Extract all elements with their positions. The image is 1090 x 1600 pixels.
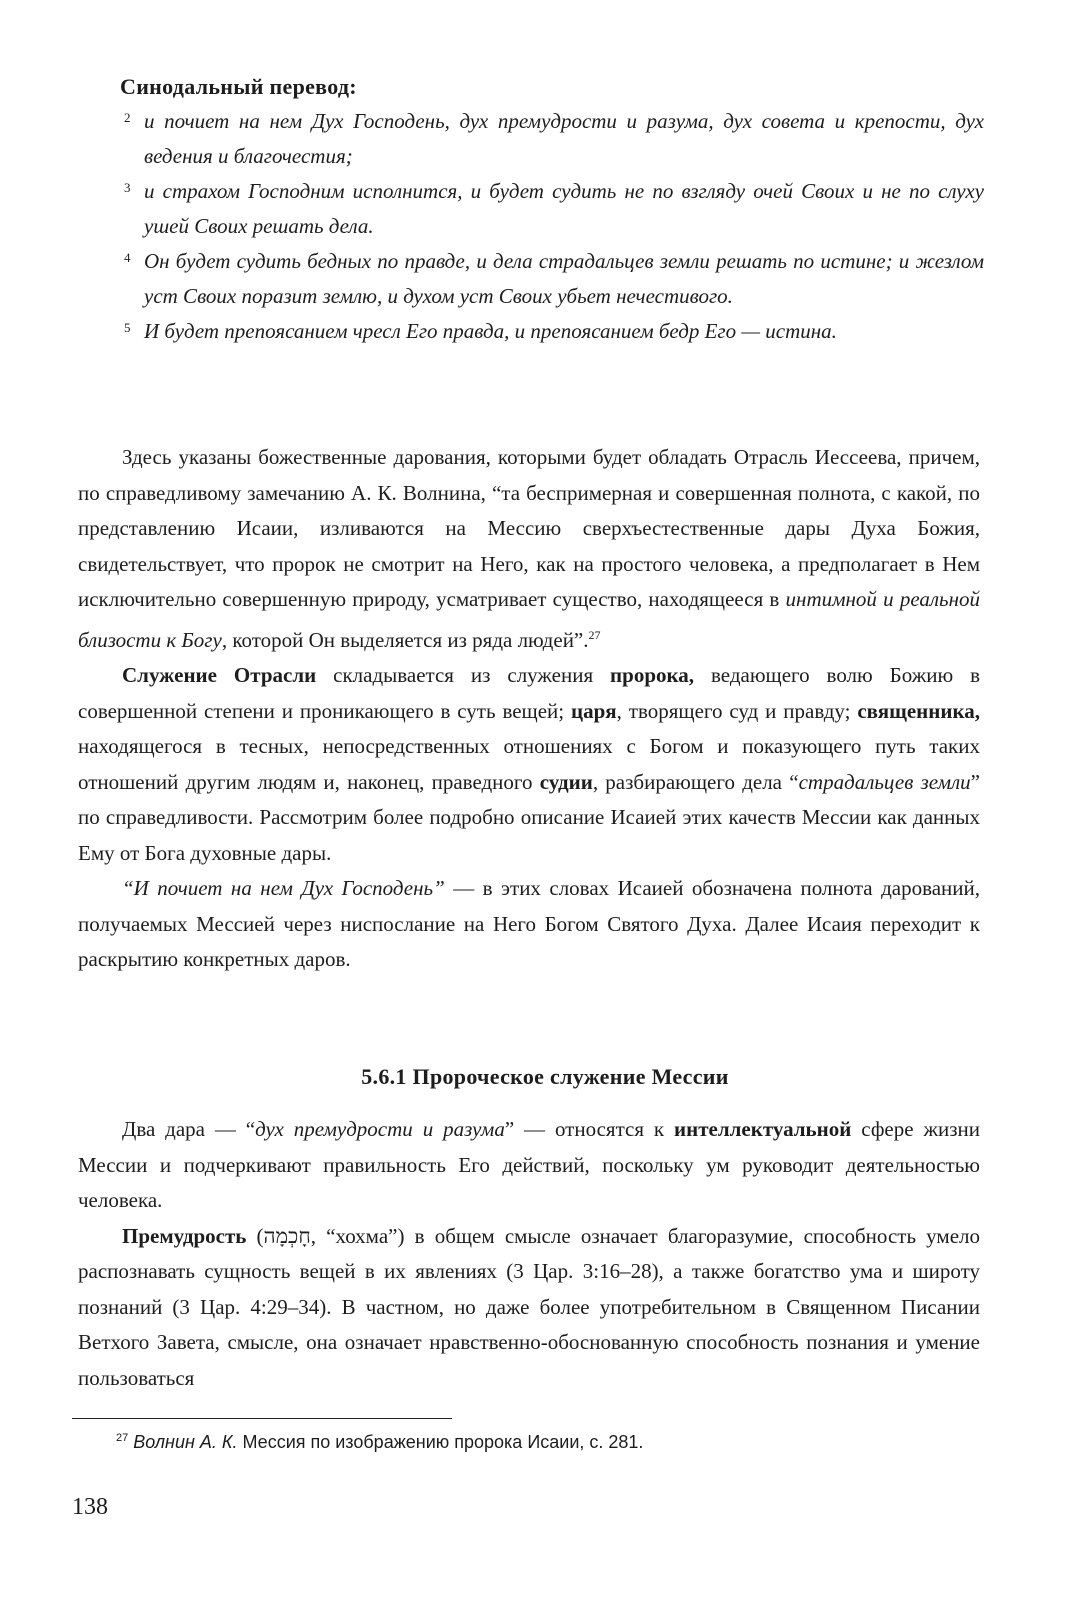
paragraph-two-gifts: Два дара — “дух премудрости и разума” — относятся к интеллектуальной сфере жизни Мессии и подчеркивают правильность Его действий, поскольку ум руководит деятельностью человека. [78,1117,980,1212]
bold-term: интеллектуальной [674,1117,852,1141]
verse-text: И будет препоясанием чресл Его правда, и препоясанием бедр Его — истина. [144,319,837,343]
section-title: 5.6.1 Пророческое служение Мессии [361,1064,729,1089]
main-text-lower [78,1112,980,1396]
footnote-text: Мессия по изображению пророка Исаии, с. 281. [237,1432,644,1452]
bold-term: Премудрость [122,1223,247,1248]
bold-term: священника, [857,698,980,723]
emphasis-text: интимной и реальной близости к Богу [78,587,980,652]
emphasis-text: “И почиет на нем Дух Господень” [122,876,445,900]
paragraph-wisdom: Премудрость (חָכְמָה, “хохма”) в общем смысле означает благоразумие, способность умело распознавать сущность вещей в их явлениях (3 Цар. 3:16–28), а также богатство ума и широту познаний (3 Цар. 4:29–34). В частном, но даже более употребительном в Священном Писании Ветхого Завета, смысле, она означает нравственно-обоснованную способность познания и умение пользоваться [78,1223,980,1390]
synodal-heading: Синодальный перевод: [120,74,357,99]
footnote-number: 27 [116,1432,129,1444]
verse-number: 4 [124,250,131,265]
footnote-divider [72,1418,452,1419]
footnote [116,1432,976,1453]
verse-number: 5 [124,320,131,335]
verse-text: и страхом Господним исполнится, и будет судить не по взгляду очей Своих и не по слуху ушей Своих решать дела. [144,179,984,238]
emphasis-text: дух премудрости и разума [255,1117,505,1141]
bold-term: Служение Отрасли [122,663,317,687]
paragraph-spirit: “И почиет на нем Дух Господень” — в этих словах Исаией обозначена полнота дарований, получаемых Мессией через ниспослание на Него Богом Святого Духа. Далее Исаия переходит к раскрытию конкретных даров. [78,876,980,971]
verse [122,104,984,174]
verse [122,244,984,314]
paragraph-gifts: Здесь указаны божественные дарования, которыми будет обладать Отрасль Иессеева, причем, по справедливому замечанию А. К. Волнина, “та беспримерная и совершенная полнота, с какой, по представлению Исаии, изливаются на Мессию сверхъестественные дары Духа Божия, свидетельствует, что пророк не смотрит на Него, как на простого человека, а предполагает в Нем исключительно совершенную природу, усматривает существо, находящееся в интимной и реальной близости к Богу, которой Он выделяется из ряда людей”.$^{27}$ [78,445,980,652]
bold-term: судии [539,769,593,794]
verse-text: и почиет на нем Дух Господень, дух премудрости и разума, дух совета и крепости, дух ведения и благочестия; [144,109,984,168]
paragraph-service: Служение Отрасли складывается из служения пророка, ведающего волю Божию в совершенной степени и проникающего в суть вещей; царя, творящего суд и правду; священника, находящегося в тесных, непосредственных отношениях с Богом и показующего путь таких отношений другим людям и, наконец, праведного судии, разбирающего дела “страдальцев земли” по справедливости. Рассмотрим более подробно описание Исаией этих качеств Мессии как данных Ему от Бога духовные дары. [78,663,980,865]
bold-term: царя [571,698,617,723]
emphasis-text: страдальцев земли [798,769,971,794]
verse-text: Он будет судить бедных по правде, и дела страдальцев земли решать по истине; и жезлом уст Своих поразит землю, и духом уст Своих убьет нечестивого. [144,249,984,308]
footnote-author: Волнин А. К. [133,1432,238,1452]
bold-term: пророка, [610,663,695,687]
main-text-upper [78,440,980,978]
verse-list [122,104,984,349]
verse [122,174,984,244]
verse-number: 3 [124,180,131,195]
hebrew-word: חָכְמָה [263,1223,311,1248]
verse [122,314,984,349]
footnote-ref[interactable]: 27 [588,627,601,642]
verse-number: 2 [124,110,131,125]
page-number: 138 [72,1494,108,1520]
